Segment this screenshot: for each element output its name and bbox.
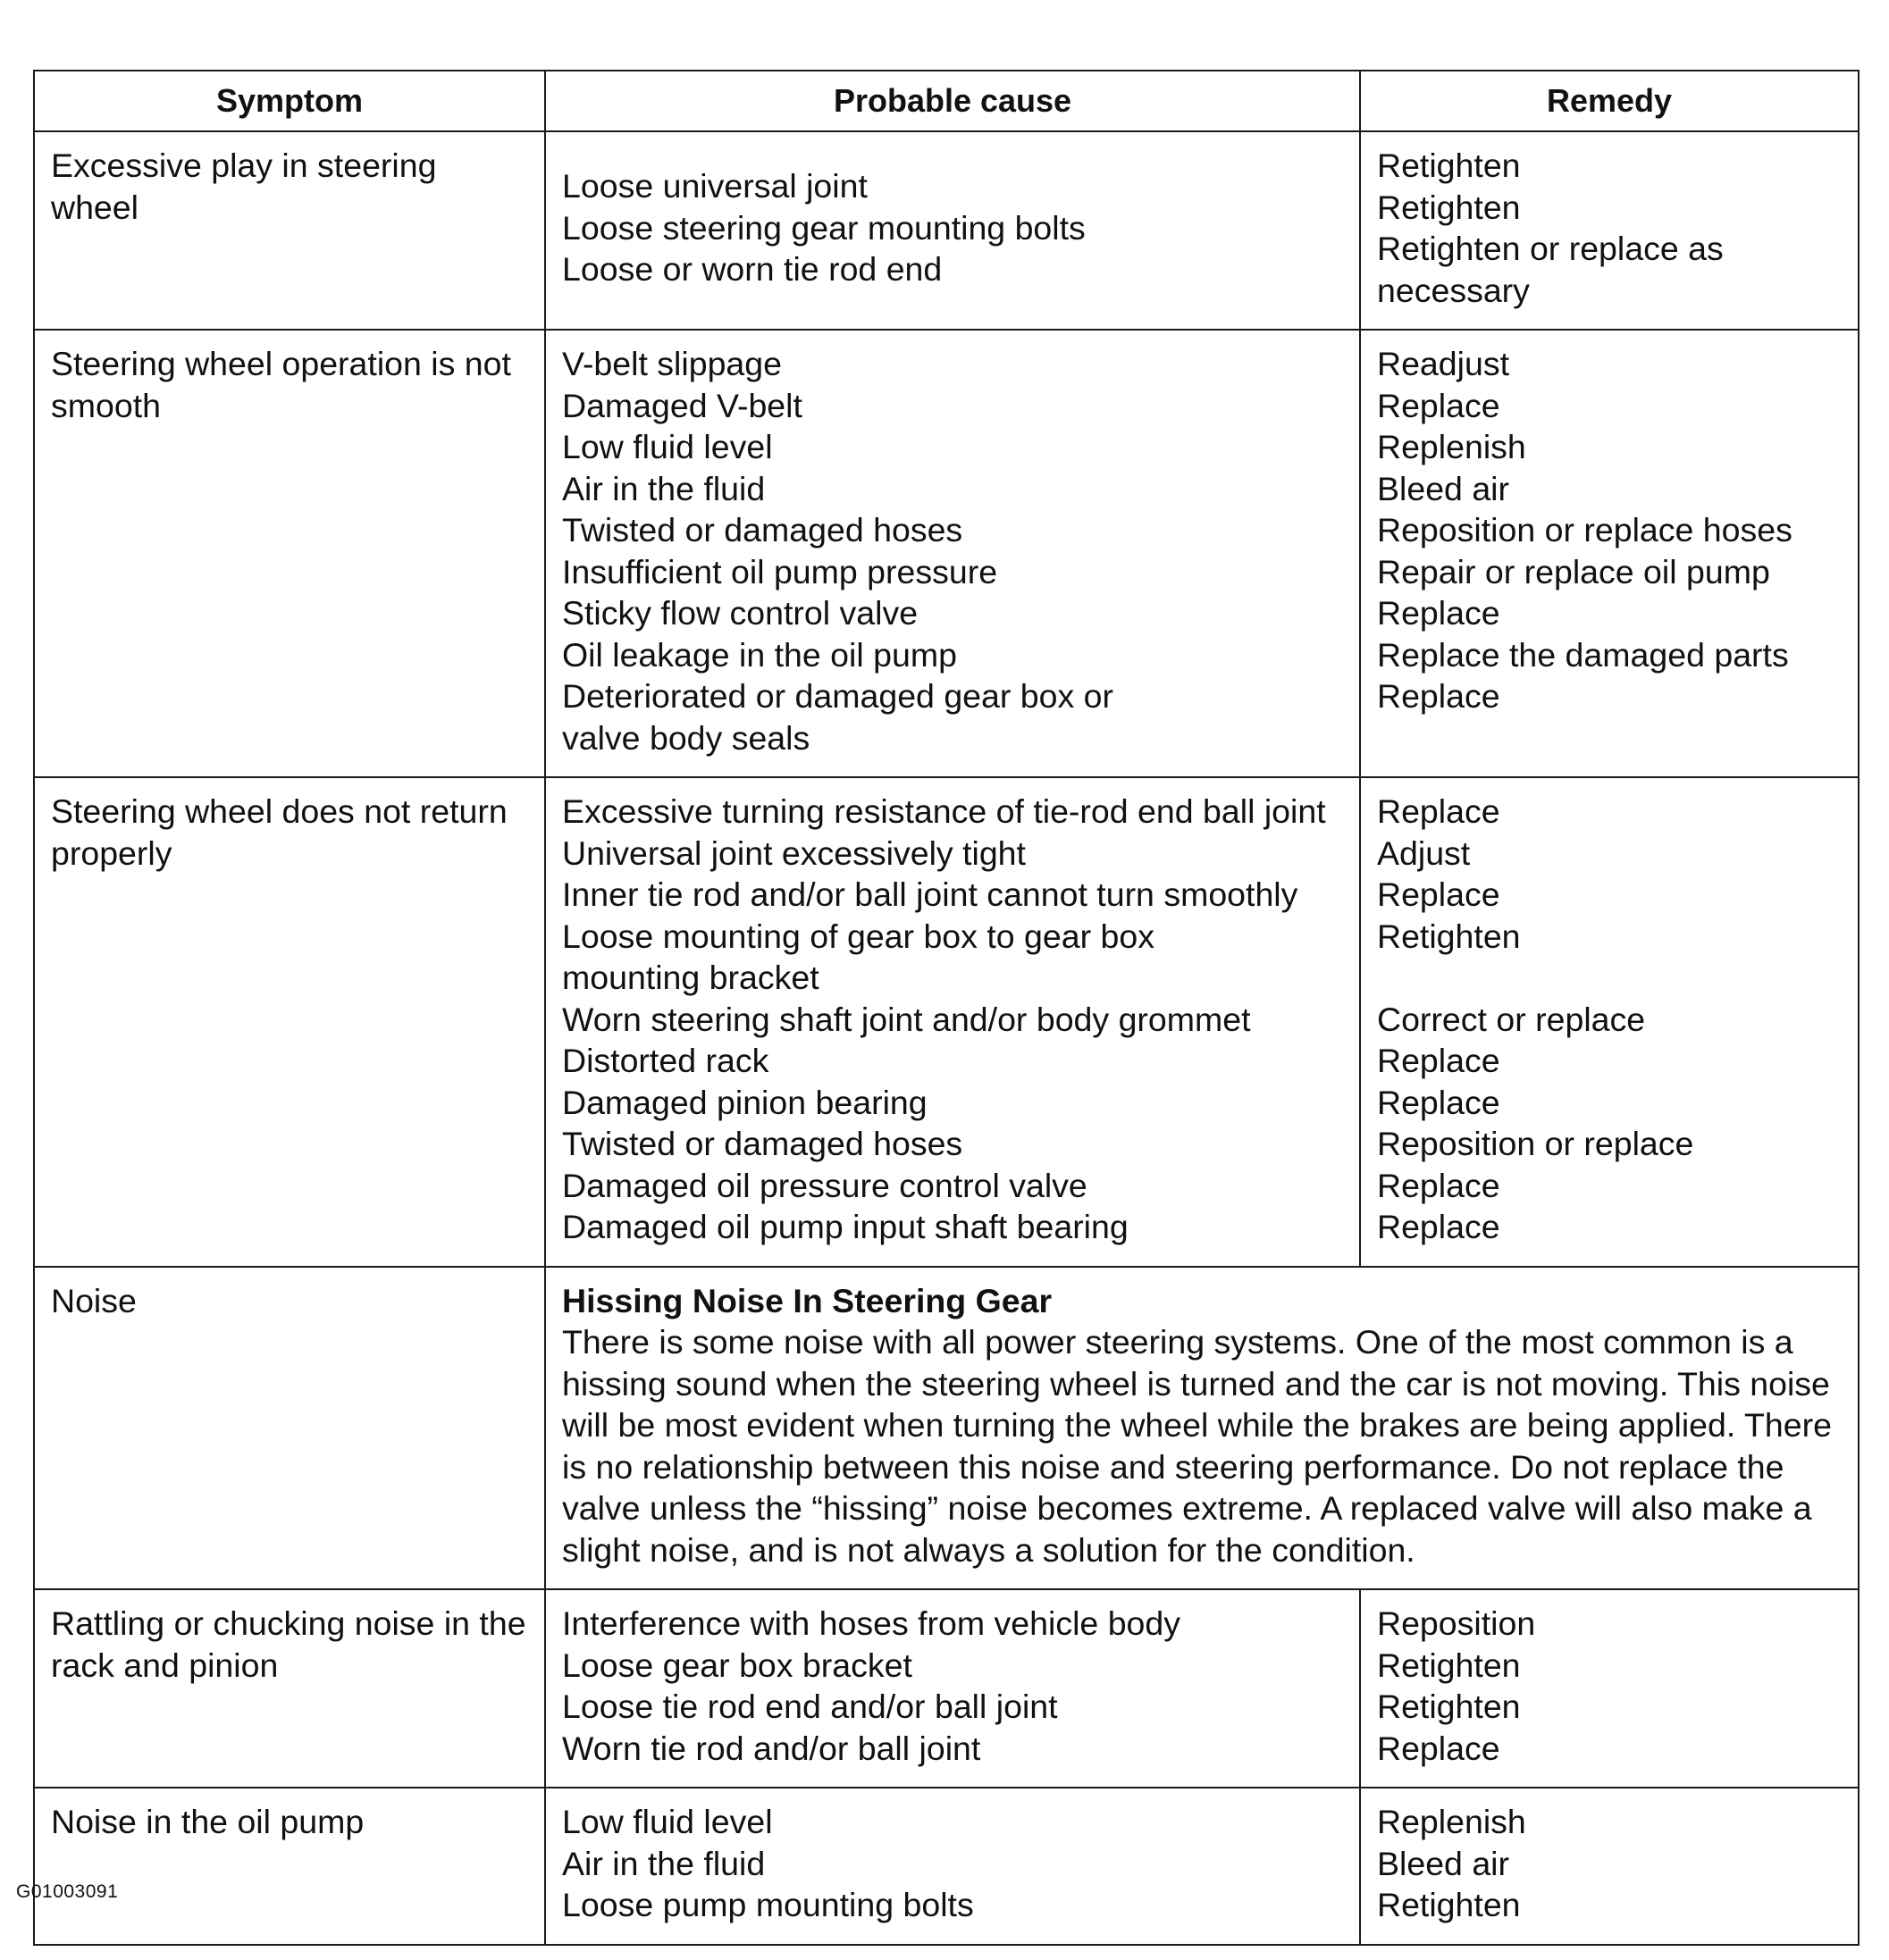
remedy-item: Retighten <box>1377 1688 1521 1725</box>
symptom-text: Steering wheel does not return properly <box>51 792 508 872</box>
table-row <box>34 1788 1859 1945</box>
remedy-cell <box>1360 1788 1859 1945</box>
cause-item: Worn steering shaft joint and/or body grommet <box>562 1000 1251 1038</box>
remedy-item: Replace <box>1377 386 1500 424</box>
cause-item: Damaged oil pressure control valve <box>562 1166 1087 1204</box>
cause-item: Interference with hoses from vehicle body <box>562 1604 1181 1642</box>
cause-item: Low fluid level <box>562 1803 773 1840</box>
symptom-cell <box>34 1788 545 1945</box>
remedy-cell <box>1360 131 1859 330</box>
symptom-text: Excessive play in steering wheel <box>51 147 437 226</box>
noise-note-cell <box>545 1267 1859 1590</box>
cause-item: mounting bracket <box>562 959 819 996</box>
cause-item: Twisted or damaged hoses <box>562 1125 963 1162</box>
remedy-item: Readjust <box>1377 345 1510 382</box>
remedy-cell <box>1360 330 1859 777</box>
symptom-text: Steering wheel operation is not smooth <box>51 345 511 424</box>
cause-cell <box>545 131 1360 330</box>
symptom-cell <box>34 1267 545 1590</box>
cause-item: V-belt slippage <box>562 345 783 382</box>
remedy-item: Retighten or replace as necessary <box>1377 230 1724 309</box>
cause-item: Air in the fluid <box>562 1844 766 1882</box>
remedy-item: Replenish <box>1377 428 1526 465</box>
cause-item: Twisted or damaged hoses <box>562 511 963 549</box>
cause-item: Distorted rack <box>562 1042 769 1079</box>
table-row <box>34 1267 1859 1590</box>
remedy-item: Replace <box>1377 1042 1500 1079</box>
remedy-item: Replace <box>1377 875 1500 913</box>
remedy-item: Replace <box>1377 1729 1500 1767</box>
cause-item: Insufficient oil pump pressure <box>562 552 998 591</box>
remedy-item: Reposition or replace <box>1377 1125 1694 1162</box>
cause-cell <box>545 777 1360 1267</box>
remedy-item: Bleed air <box>1377 469 1510 507</box>
symptom-text: Noise in the oil pump <box>51 1803 365 1840</box>
table-row <box>34 330 1859 777</box>
symptom-cell <box>34 777 545 1267</box>
remedy-item: Correct or replace <box>1377 1000 1646 1038</box>
remedy-item: Replace <box>1377 677 1500 715</box>
cause-item: valve body seals <box>562 718 810 757</box>
table-row <box>34 777 1859 1267</box>
cause-item: Loose or worn tie rod end <box>562 250 943 289</box>
remedy-item: Retighten <box>1377 188 1521 226</box>
probable-cause-header: Probable cause <box>545 71 1360 131</box>
cause-cell <box>545 1589 1360 1788</box>
remedy-header: Remedy <box>1360 71 1859 131</box>
cause-item: Loose tie rod end and/or ball joint <box>562 1688 1058 1725</box>
symptom-cell <box>34 131 545 330</box>
cause-item: Sticky flow control valve <box>562 594 919 632</box>
cause-item: Universal joint excessively tight <box>562 833 1026 872</box>
symptom-cell <box>34 330 545 777</box>
note-body: There is some noise with all power steering systems. One of the most common is a hissing sound when the steering wheel is turned and the car is not moving. This noise will be most evident when turning the wheel while the brakes are being applied. There is no relationship between this noise and steering performance. Do not replace the valve unless the “hissing” noise becomes extreme. A replaced valve will also make a slight noise, and is not always a solution for the condition. <box>562 1323 1832 1569</box>
remedy-item: Adjust <box>1377 833 1471 872</box>
cause-item: Loose gear box bracket <box>562 1646 912 1684</box>
remedy-item: Retighten <box>1377 1886 1521 1923</box>
cause-item: Damaged pinion bearing <box>562 1083 928 1121</box>
cause-item: Oil leakage in the oil pump <box>562 635 957 674</box>
remedy-item: Bleed air <box>1377 1844 1510 1882</box>
cause-item: Loose steering gear mounting bolts <box>562 208 1086 247</box>
remedy-item: Retighten <box>1377 917 1521 955</box>
remedy-item: Replace <box>1377 1166 1500 1204</box>
note-heading: Hissing Noise In Steering Gear <box>562 1281 1053 1319</box>
remedy-item: Replace <box>1377 594 1500 632</box>
remedy-item: Replenish <box>1377 1803 1526 1840</box>
cause-item: Damaged V-belt <box>562 386 802 424</box>
cause-item: Damaged oil pump input shaft bearing <box>562 1208 1129 1245</box>
remedy-item: Reposition <box>1377 1604 1536 1642</box>
cause-item: Loose mounting of gear box to gear box <box>562 917 1154 955</box>
symptom-cell <box>34 1589 545 1788</box>
remedy-item: Retighten <box>1377 147 1521 184</box>
header-row <box>34 71 1859 131</box>
cause-cell <box>545 1788 1360 1945</box>
figure-id: G01003091 <box>16 1881 119 1902</box>
remedy-item: Reposition or replace hoses <box>1377 511 1792 549</box>
cause-item: Loose pump mounting bolts <box>562 1886 974 1923</box>
cause-item: Low fluid level <box>562 428 773 465</box>
cause-item: Excessive turning resistance of tie-rod end ball joint <box>562 792 1326 830</box>
remedy-spacer <box>1377 957 1843 999</box>
cause-item: Loose universal joint <box>562 167 868 205</box>
table-row <box>34 1589 1859 1788</box>
cause-cell <box>545 330 1360 777</box>
remedy-item: Retighten <box>1377 1646 1521 1684</box>
cause-item: Worn tie rod and/or ball joint <box>562 1729 981 1767</box>
symptom-text: Rattling or chucking noise in the rack and pinion <box>51 1604 526 1684</box>
remedy-item: Replace <box>1377 1208 1500 1245</box>
remedy-item: Replace <box>1377 1083 1500 1121</box>
cause-item: Deteriorated or damaged gear box or <box>562 677 1114 715</box>
troubleshooting-table <box>33 70 1860 1946</box>
remedy-cell <box>1360 1589 1859 1788</box>
cause-item: Air in the fluid <box>562 469 766 507</box>
remedy-item: Replace the damaged parts <box>1377 635 1789 674</box>
remedy-cell <box>1360 777 1859 1267</box>
cause-item: Inner tie rod and/or ball joint cannot turn smoothly <box>562 875 1298 913</box>
remedy-item: Replace <box>1377 792 1500 830</box>
symptom-header: Symptom <box>34 71 545 131</box>
symptom-text: Noise <box>51 1281 137 1319</box>
table-row <box>34 131 1859 330</box>
remedy-item: Repair or replace oil pump <box>1377 552 1770 591</box>
